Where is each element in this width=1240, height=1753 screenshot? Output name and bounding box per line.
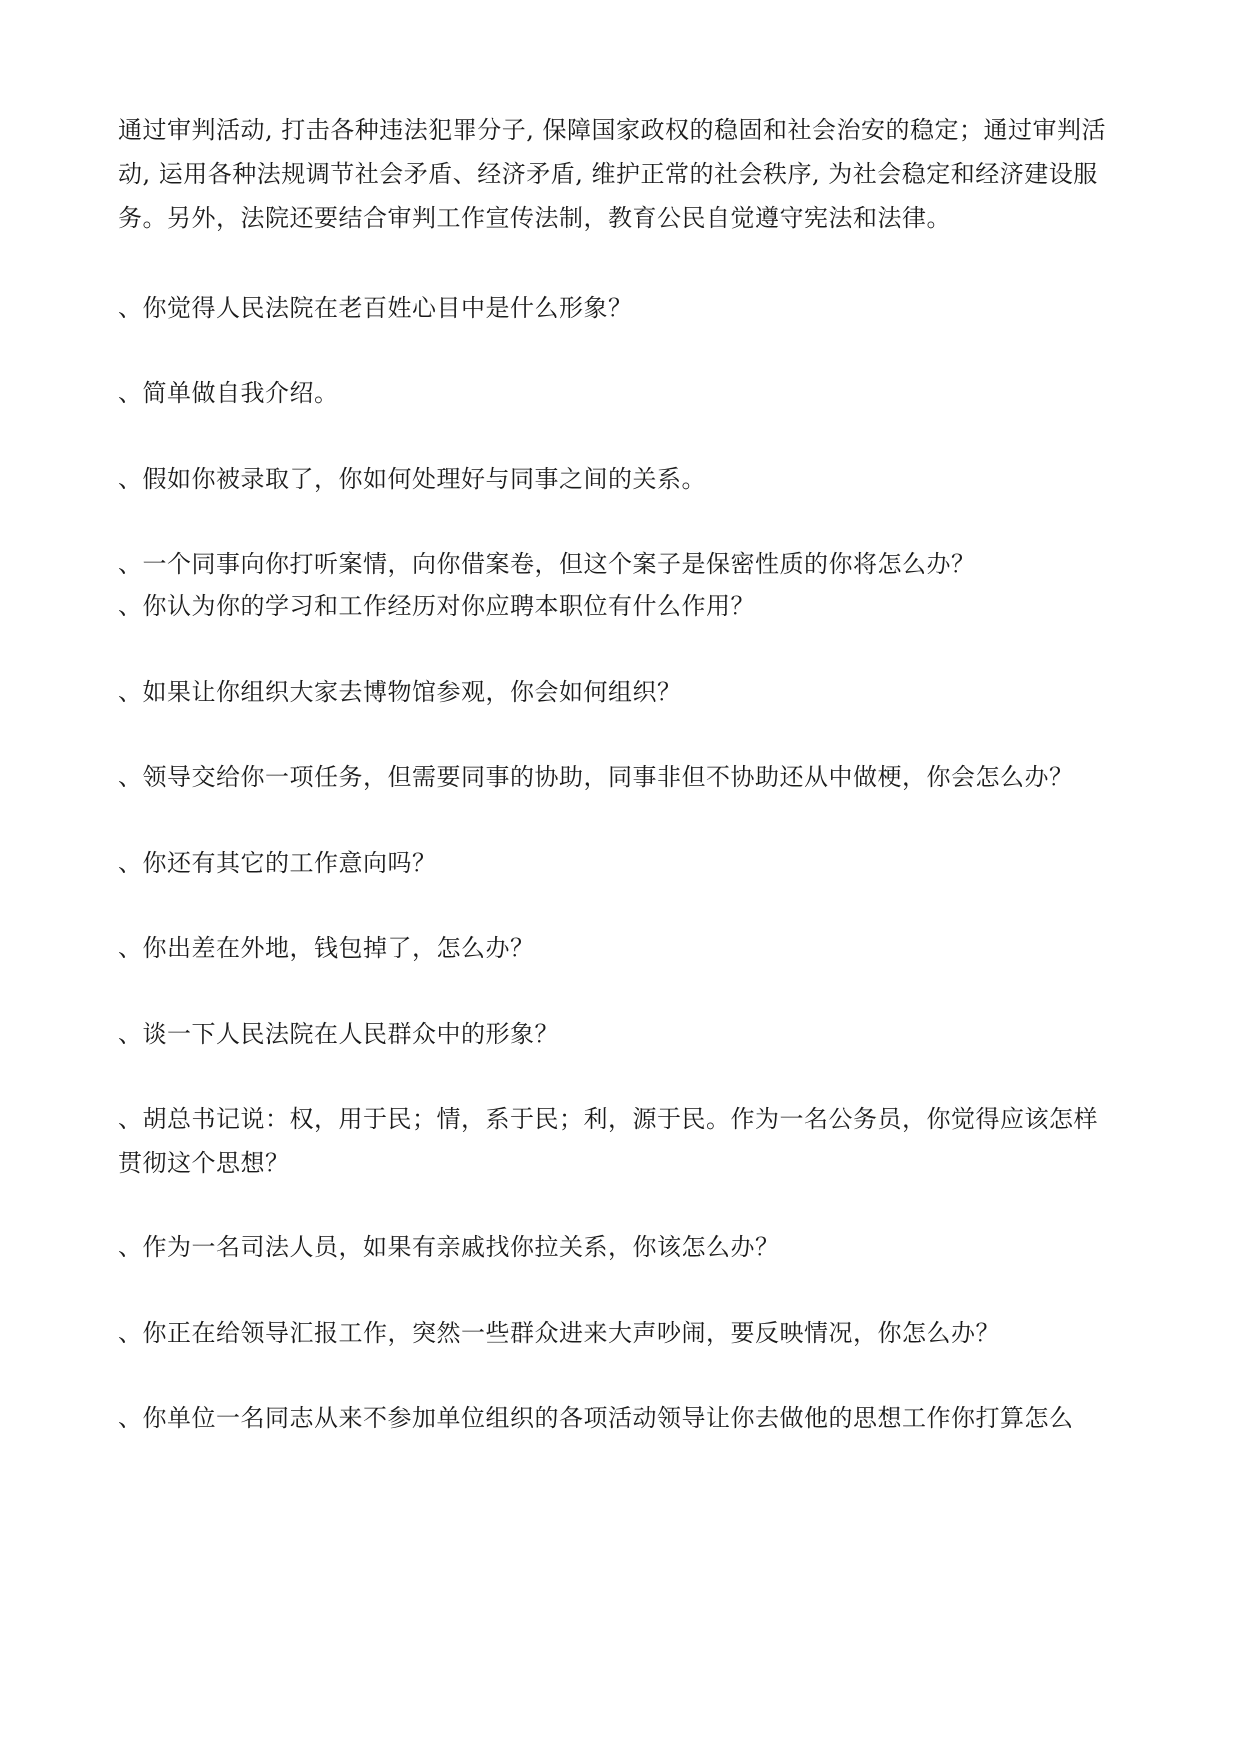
question-text: 、谈一下人民法院在人民群众中的形象？ (118, 1020, 559, 1048)
question-text: 、作为一名司法人员，如果有亲戚找你拉关系，你该怎么办？ (118, 1233, 780, 1261)
question-item (118, 926, 1128, 970)
intro-paragraph (118, 108, 1128, 240)
text-line: 通过审判活动, 打击各种违法犯罪分子, 保障国家政权的稳固和社会治安的稳定；通过审判活 (118, 116, 1107, 144)
question-item (118, 457, 1128, 501)
question-text: 、假如你被录取了，你如何处理好与同事之间的关系。 (118, 465, 706, 493)
question-item (118, 1311, 1128, 1355)
question-item (118, 1012, 1128, 1056)
question-text: 、领导交给你一项任务，但需要同事的协助，同事非但不协助还从中做梗，你会怎么办？ (118, 763, 1074, 791)
question-text: 、你出差在外地，钱包掉了，怎么办？ (118, 934, 535, 962)
question-text: 、你觉得人民法院在老百姓心目中是什么形象？ (118, 294, 633, 322)
question-text: 、如果让你组织大家去博物馆参观，你会如何组织？ (118, 678, 682, 706)
question-item (118, 1097, 1128, 1185)
question-text: 、简单做自我介绍。 (118, 379, 339, 407)
question-text: 、你正在给领导汇报工作，突然一些群众进来大声吵闹，要反映情况，你怎么办？ (118, 1319, 1000, 1347)
question-text: 、胡总书记说：权，用于民；情，系于民；利，源于民。作为一名公务员，你觉得应该怎样 (118, 1105, 1098, 1133)
question-text: 、你还有其它的工作意向吗？ (118, 849, 437, 877)
question-text: 、你单位一名同志从来不参加单位组织的各项活动领导让你去做他的思想工作你打算怎么 (118, 1404, 1074, 1432)
question-text: 、你认为你的学习和工作经历对你应聘本职位有什么作用？ (118, 592, 755, 620)
question-item (118, 670, 1128, 714)
question-item (118, 755, 1128, 799)
text-line: 务。另外，法院还要结合审判工作宣传法制，教育公民自觉遵守宪法和法律。 (118, 204, 951, 232)
question-item (118, 286, 1128, 330)
question-item (118, 1396, 1128, 1440)
question-item (118, 371, 1128, 415)
question-item (118, 584, 1128, 628)
question-text: 贯彻这个思想？ (118, 1149, 290, 1177)
question-text: 、一个同事向你打听案情，向你借案卷，但这个案子是保密性质的你将怎么办？ (118, 550, 976, 578)
question-item (118, 542, 1128, 586)
text-line: 动, 运用各种法规调节社会矛盾、经济矛盾, 维护正常的社会秩序, 为社会稳定和经济建设服 (118, 160, 1098, 188)
question-item (118, 841, 1128, 885)
question-item (118, 1225, 1128, 1269)
